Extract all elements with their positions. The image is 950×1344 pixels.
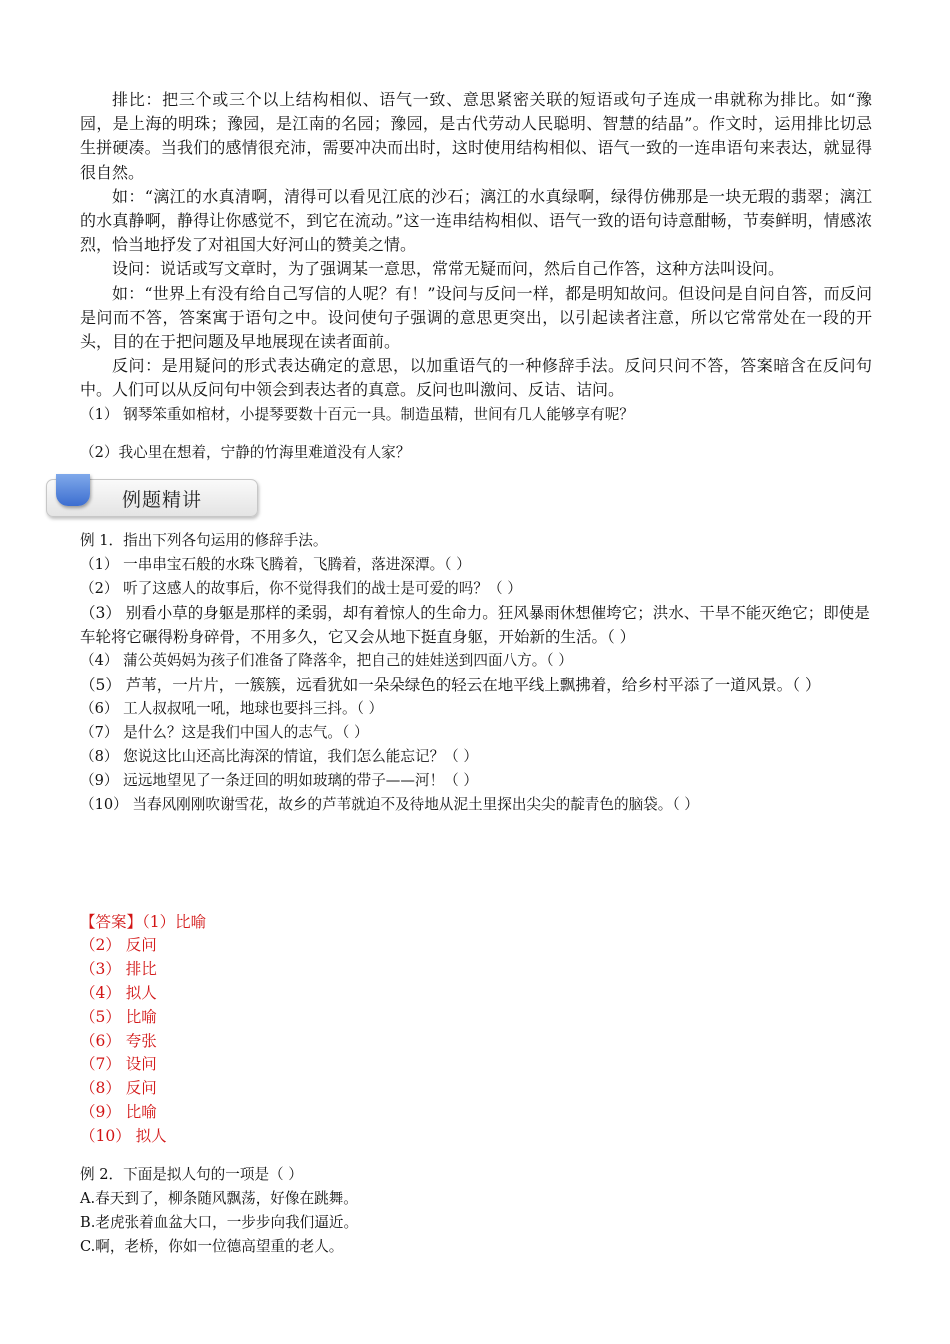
example1-item: （9） 远远地望见了一条迂回的明如玻璃的带子——河！（ ）: [80, 771, 479, 789]
section-title: 例题精讲: [122, 488, 203, 511]
answer-line: （8） 反问: [80, 1079, 157, 1098]
example1-item: （10） 当春风刚刚吹谢雪花，故乡的芦苇就迫不及待地从泥土里探出尖尖的靛青色的脑袋。（ ）: [80, 795, 699, 813]
answer-line: （7） 设问: [80, 1055, 157, 1074]
shewen-definition: 设问：说话或写文章时，为了强调某一意思，常常无疑而问，然后自己作答，这种方法叫设问。: [112, 259, 785, 279]
answer-line: （5） 比喻: [80, 1007, 157, 1026]
example2-option-c: C.啊，老桥，你如一位德高望重的老人。: [80, 1237, 344, 1255]
example1-item: （2） 听了这感人的故事后，你不觉得我们的战士是可爱的吗？（ ）: [80, 579, 522, 597]
shewen-example: 如：“世界上有没有给自己写信的人呢？有！”设问与反问一样，都是明知故问。但设问是自问自答，而反问是问而不答，答案寓于语句之中。设问使句子强调的意思更突出，以引起读者注意，所以它常常处在一段的开头，目的在于把问题及早地展现在读者面前。: [80, 283, 872, 352]
answer-line: （6） 夸张: [80, 1031, 157, 1050]
answer-line: （4） 拟人: [80, 984, 157, 1003]
answer-line: （3） 排比: [80, 960, 157, 979]
document-page: [80, 88, 872, 1259]
answer-block: [80, 911, 872, 1149]
answer-line: （9） 比喻: [80, 1103, 157, 1122]
example1-item: （3） 别看小草的身躯是那样的柔弱，却有着惊人的生命力。狂风暴雨休想催垮它；洪水、干旱不能灭绝它；即使是车轮将它碾得粉身碎骨，不用多久，它又会从地下挺直身躯，开始新的生活。（ ）: [80, 603, 870, 646]
answer-line: （10） 拟人: [80, 1126, 167, 1145]
paibi-definition: 排比：把三个或三个以上结构相似、语气一致、意思紧密关联的短语或句子连成一串就称为排比。如“豫园，是上海的明珠；豫园，是江南的名园；豫园，是古代劳动人民聪明、智慧的结晶”。作文时，运用排比切忌生拼硬凑。当我们的感情很充沛，需要冲决而出时，这时使用结构相似、语气一致的一连串语句来表达，就显得很自然。: [80, 90, 872, 182]
example1-item: （1） 一串串宝石般的水珠飞腾着，飞腾着，落进深潭。（ ）: [80, 555, 471, 573]
example2-stem: 例 2．下面是拟人句的一项是（ ）: [80, 1165, 303, 1183]
fanwen-example-1: （1） 钢琴笨重如棺材，小提琴要数十百元一具。制造虽精，世间有几人能够享有呢？: [80, 405, 634, 423]
section-header: [46, 477, 872, 517]
fanwen-example-2: （2）我心里在想着，宁静的竹海里难道没有人家？: [80, 443, 411, 461]
example1-item: （6） 工人叔叔吼一吼，地球也要抖三抖。（ ）: [80, 699, 384, 717]
example1-item: （8） 您说这比山还高比海深的情谊，我们怎么能忘记？（ ）: [80, 747, 479, 765]
example1-item: （7） 是什么？这是我们中国人的志气。（ ）: [80, 723, 369, 741]
fanwen-definition: 反问：是用疑问的形式表达确定的意思，以加重语气的一种修辞手法。反问只问不答，答案暗含在反问句中。人们可以从反问句中领会到表达者的真意。反问也叫激问、反诘、诘问。: [80, 356, 872, 400]
example1-stem: 例 1．指出下列各句运用的修辞手法。: [80, 531, 328, 549]
example2-option-a: A.春天到了，柳条随风飘荡，好像在跳舞。: [80, 1189, 358, 1207]
example1-item: （5） 芦苇，一片片，一簇簇，远看犹如一朵朵绿色的轻云在地平线上飘拂着，给乡村平添了一道风景。（ ）: [80, 675, 821, 694]
answer-line: 【答案】（1）比喻: [80, 912, 207, 931]
example1-item: （4） 蒲公英妈妈为孩子们准备了降落伞，把自己的娃娃送到四面八方。（ ）: [80, 651, 573, 669]
example2-option-b: B.老虎张着血盆大口，一步步向我们逼近。: [80, 1213, 359, 1231]
bookmark-icon: [56, 474, 90, 506]
answer-line: （2） 反问: [80, 936, 157, 955]
paibi-example: 如：“漓江的水真清啊，清得可以看见江底的沙石；漓江的水真绿啊，绿得仿佛那是一块无瑕的翡翠；漓江的水真静啊，静得让你感觉不，到它在流动。”这一连串结构相似、语气一致的语句诗意酣畅，节奏鲜明，情感浓烈，恰当地抒发了对祖国大好河山的赞美之情。: [80, 186, 872, 255]
